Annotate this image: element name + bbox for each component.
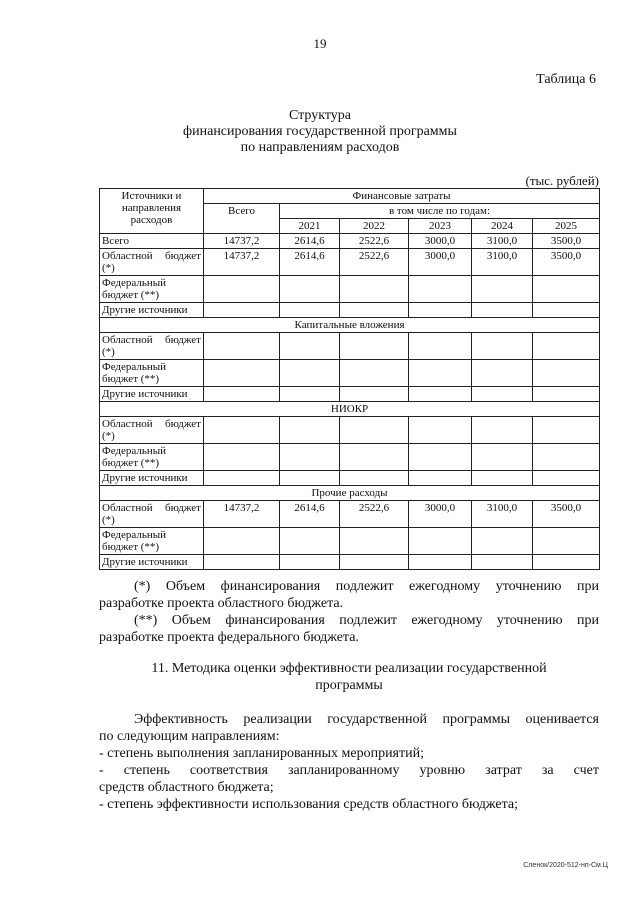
row-label: Всего (100, 234, 204, 249)
cell-year (280, 333, 340, 360)
cell-total (204, 417, 280, 444)
cell-year: 3000,0 (409, 234, 472, 249)
table-row (100, 501, 600, 528)
row-label: Областной бюджет (*) (100, 417, 204, 444)
row-label: Федеральный бюджет (**) (100, 444, 204, 471)
cell-total: 14737,2 (204, 249, 280, 276)
header-costs: Финансовые затраты (204, 189, 600, 204)
cell-year (409, 276, 472, 303)
cell-year (340, 303, 409, 318)
list-item: - степень эффективности использования средств областного бюджета; (99, 797, 518, 812)
header-sources: Источники и направления расходов (100, 189, 204, 234)
section-heading: Прочие расходы (100, 486, 600, 501)
footer-code: Сленок/2020-512-нп-См.Ц (523, 862, 608, 869)
cell-year (472, 333, 533, 360)
cell-total (204, 444, 280, 471)
cell-year (533, 555, 600, 570)
header-by-year: в том числе по годам: (280, 204, 600, 219)
cell-year (280, 387, 340, 402)
footnote-1-line-2: разработке проекта областного бюджета. (99, 596, 344, 611)
financing-table (99, 188, 600, 570)
row-label: Другие источники (100, 555, 204, 570)
cell-year (533, 471, 600, 486)
cell-total (204, 528, 280, 555)
list-item: - степень выполнения запланированных мероприятий; (99, 746, 424, 761)
cell-year: 2614,6 (280, 234, 340, 249)
row-label: Федеральный бюджет (**) (100, 528, 204, 555)
cell-year (533, 303, 600, 318)
footnote-2 (99, 612, 599, 646)
cell-year (340, 360, 409, 387)
cell-year (409, 387, 472, 402)
cell-year (533, 444, 600, 471)
cell-year (340, 555, 409, 570)
section-row (100, 486, 600, 501)
list-item-continuation: средств областного бюджета; (99, 780, 274, 795)
cell-year (533, 360, 600, 387)
cell-year (409, 303, 472, 318)
section-11-body (99, 711, 599, 813)
cell-year (280, 471, 340, 486)
cell-year (280, 417, 340, 444)
cell-year (472, 528, 533, 555)
cell-year (472, 555, 533, 570)
cell-year (409, 444, 472, 471)
cell-total (204, 555, 280, 570)
cell-year (340, 417, 409, 444)
table-row (100, 387, 600, 402)
footnote-2-line-1: (**) Объем финансирования подлежит ежегодному уточнению при (134, 613, 599, 628)
cell-year (280, 444, 340, 471)
section-heading-line-1: 11. Методика оценки эффективности реализации государственной (151, 661, 547, 676)
cell-year (280, 276, 340, 303)
cell-year (409, 528, 472, 555)
cell-year (280, 528, 340, 555)
cell-year (409, 471, 472, 486)
table-row (100, 303, 600, 318)
section-heading-11 (99, 660, 599, 694)
cell-year (472, 471, 533, 486)
table-row (100, 555, 600, 570)
cell-year: 3500,0 (533, 501, 600, 528)
table-row (100, 276, 600, 303)
cell-total (204, 303, 280, 318)
table-row (100, 444, 600, 471)
row-label: Областной бюджет (*) (100, 501, 204, 528)
footnote-2-line-2: разработке проекта федерального бюджета. (99, 630, 359, 645)
cell-year (280, 303, 340, 318)
list-item: - степень соответствия запланированному уровню затрат за счет (99, 763, 599, 778)
cell-year (472, 444, 533, 471)
cell-year: 3500,0 (533, 249, 600, 276)
cell-year (340, 333, 409, 360)
table-row (100, 360, 600, 387)
cell-year (340, 276, 409, 303)
section-heading: Капитальные вложения (100, 318, 600, 333)
units-note: (тыс. рублей) (525, 173, 599, 188)
cell-year (280, 360, 340, 387)
cell-total (204, 387, 280, 402)
cell-year (472, 276, 533, 303)
cell-year (533, 387, 600, 402)
cell-year: 3100,0 (472, 249, 533, 276)
row-label: Федеральный бюджет (**) (100, 360, 204, 387)
cell-year: 2522,6 (340, 234, 409, 249)
cell-year: 3500,0 (533, 234, 600, 249)
title-line-3: по направлениям расходов (240, 140, 400, 155)
cell-year (340, 444, 409, 471)
cell-year (340, 387, 409, 402)
row-label: Другие источники (100, 471, 204, 486)
header-year: 2021 (280, 219, 340, 234)
header-year: 2023 (409, 219, 472, 234)
cell-year: 3000,0 (409, 249, 472, 276)
row-label: Областной бюджет (*) (100, 249, 204, 276)
intro-line-1: Эффективность реализации государственной программы оценивается (134, 712, 599, 727)
cell-year: 2614,6 (280, 249, 340, 276)
intro-line-2: по следующим направлениям: (99, 729, 280, 744)
row-label: Областной бюджет (*) (100, 333, 204, 360)
cell-year (340, 471, 409, 486)
header-total: Всего (204, 204, 280, 234)
table-label: Таблица 6 (536, 72, 596, 87)
cell-year (533, 276, 600, 303)
cell-year (533, 333, 600, 360)
cell-year (472, 360, 533, 387)
row-label: Другие источники (100, 303, 204, 318)
footnote-1-line-1: (*) Объем финансирования подлежит ежегодному уточнению при (134, 579, 599, 594)
header-year: 2025 (533, 219, 600, 234)
cell-year: 2522,6 (340, 249, 409, 276)
cell-year: 3000,0 (409, 501, 472, 528)
section-row (100, 318, 600, 333)
table-row (100, 471, 600, 486)
title-line-2: финансирования государственной программы (183, 124, 457, 139)
row-label: Другие источники (100, 387, 204, 402)
page-number: 19 (313, 36, 327, 51)
header-year: 2022 (340, 219, 409, 234)
cell-total: 14737,2 (204, 501, 280, 528)
cell-year (472, 387, 533, 402)
table-row (100, 417, 600, 444)
cell-year: 3100,0 (472, 501, 533, 528)
table-row (100, 249, 600, 276)
cell-year (409, 333, 472, 360)
cell-year: 2614,6 (280, 501, 340, 528)
table-title (0, 108, 640, 156)
cell-total (204, 276, 280, 303)
table-row (100, 333, 600, 360)
section-heading-line-2: программы (315, 678, 383, 693)
title-line-1: Структура (288, 108, 352, 123)
cell-year (280, 555, 340, 570)
cell-year (409, 360, 472, 387)
table-row (100, 528, 600, 555)
table-row-total (100, 234, 600, 249)
section-row (100, 402, 600, 417)
section-heading: НИОКР (100, 402, 600, 417)
cell-year (533, 528, 600, 555)
cell-year (409, 417, 472, 444)
cell-year: 2522,6 (340, 501, 409, 528)
footnote-1 (99, 578, 599, 612)
cell-year (533, 417, 600, 444)
cell-year (472, 303, 533, 318)
header-year: 2024 (472, 219, 533, 234)
cell-total (204, 471, 280, 486)
row-label: Федеральный бюджет (**) (100, 276, 204, 303)
cell-year (340, 528, 409, 555)
cell-total: 14737,2 (204, 234, 280, 249)
cell-year (409, 555, 472, 570)
cell-total (204, 360, 280, 387)
cell-year: 3100,0 (472, 234, 533, 249)
cell-year (472, 417, 533, 444)
cell-total (204, 333, 280, 360)
